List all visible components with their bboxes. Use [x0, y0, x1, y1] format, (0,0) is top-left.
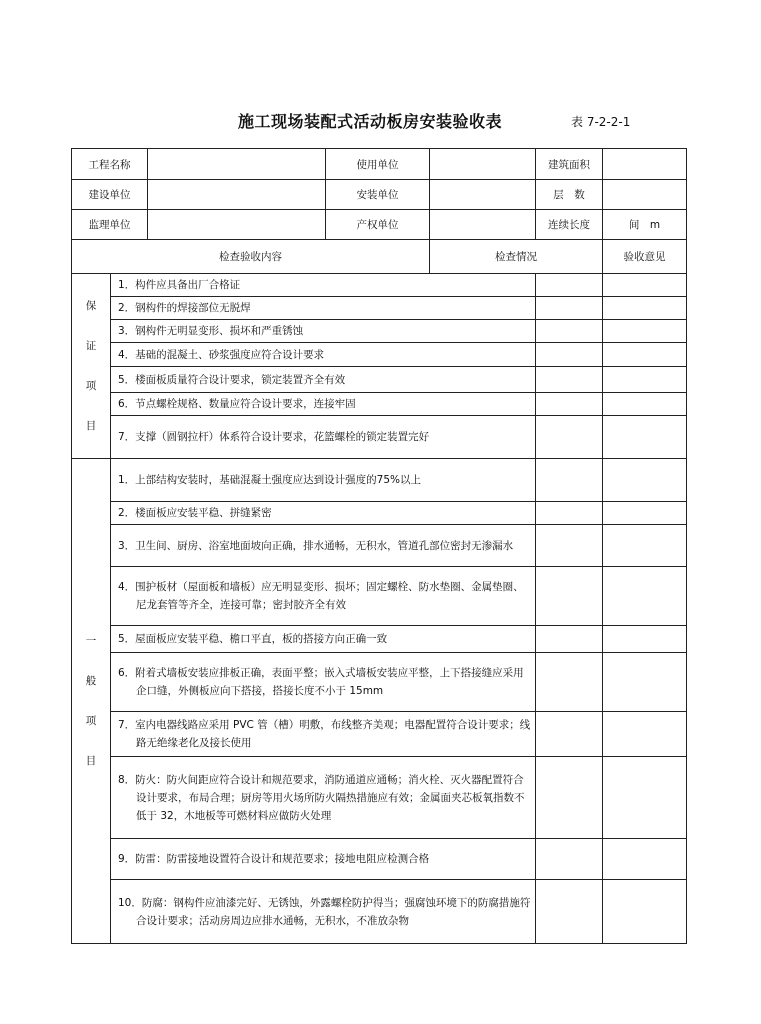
info-row — [72, 149, 687, 180]
construction-unit-label: 建设单位 — [72, 180, 148, 210]
check-status-cell[interactable] — [536, 712, 603, 757]
opinion-cell[interactable] — [603, 416, 687, 459]
check-item: 2．钢构件的焊接部位无脱焊 — [111, 297, 536, 320]
check-status-cell[interactable] — [536, 297, 603, 320]
check-item: 4．围护板材（屋面板和墙板）应无明显变形、损坏；固定螺栓、防水垫圈、金属垫圈、尼龙套管等齐全，连接可靠；密封胶齐全有效 — [111, 567, 536, 626]
table-header-row — [72, 240, 687, 274]
table-row — [72, 502, 687, 525]
table-row — [72, 416, 687, 459]
check-status-cell[interactable] — [536, 459, 603, 502]
construction-unit-value[interactable] — [148, 180, 326, 210]
form-code: 表 7-2-2-1 — [571, 115, 631, 129]
table-row — [72, 567, 687, 626]
check-status-cell[interactable] — [536, 653, 603, 712]
check-status-cell[interactable] — [536, 367, 603, 393]
check-item: 6．附着式墙板安装应排板正确，表面平整；嵌入式墙板安装应平整，上下搭接缝应采用企口缝，外侧板应向下搭接，搭接长度不小于 15mm — [111, 653, 536, 712]
check-item: 1．上部结构安装时，基础混凝土强度应达到设计强度的75%以上 — [111, 459, 536, 502]
check-status-cell[interactable] — [536, 416, 603, 459]
check-item: 8．防火：防火间距应符合设计和规范要求，消防通道应通畅；消火栓、灭火器配置符合设计要求，布局合理；厨房等用火场所防火隔热措施应有效；金属面夹芯板氧指数不低于 32，木地板等可燃材料应做防火处理 — [111, 757, 536, 839]
floors-value[interactable] — [603, 180, 687, 210]
check-item: 6．节点螺栓规格、数量应符合设计要求，连接牢固 — [111, 393, 536, 416]
opinion-cell[interactable] — [603, 567, 687, 626]
check-item: 9．防雷：防雷接地设置符合设计和规范要求；接地电阻应检测合格 — [111, 839, 536, 880]
check-item: 5．屋面板应安装平稳、檐口平直，板的搭接方向正确一致 — [111, 626, 536, 653]
table-row — [72, 626, 687, 653]
check-status-cell[interactable] — [536, 274, 603, 297]
table-row — [72, 712, 687, 757]
check-item: 10．防腐：钢构件应油漆完好、无锈蚀，外露螺栓防护得当；强腐蚀环境下的防腐措施符合设计要求；活动房周边应排水通畅，无积水，不准放杂物 — [111, 880, 536, 944]
check-status-cell[interactable] — [536, 525, 603, 567]
floors-label: 层 数 — [536, 180, 603, 210]
opinion-cell[interactable] — [603, 653, 687, 712]
table-row — [72, 880, 687, 944]
opinion-cell[interactable] — [603, 459, 687, 502]
table-row — [72, 274, 687, 297]
opinion-cell[interactable] — [603, 343, 687, 367]
info-row — [72, 180, 687, 210]
opinion-cell[interactable] — [603, 839, 687, 880]
check-status-cell[interactable] — [536, 839, 603, 880]
check-status-cell[interactable] — [536, 567, 603, 626]
continuous-length-value[interactable]: 间 m — [603, 210, 687, 240]
table-row — [72, 459, 687, 502]
user-unit-value[interactable] — [430, 149, 536, 180]
supervision-unit-label: 监理单位 — [72, 210, 148, 240]
form-title: 施工现场装配式活动板房安装验收表 — [238, 112, 503, 131]
table-row — [72, 297, 687, 320]
project-name-label: 工程名称 — [72, 149, 148, 180]
status-header: 检查情况 — [430, 240, 603, 274]
opinion-cell[interactable] — [603, 880, 687, 944]
opinion-cell[interactable] — [603, 502, 687, 525]
check-status-cell[interactable] — [536, 393, 603, 416]
info-row — [72, 210, 687, 240]
check-status-cell[interactable] — [536, 757, 603, 839]
check-item: 3．卫生间、厨房、浴室地面坡向正确，排水通畅，无积水，管道孔部位密封无渗漏水 — [111, 525, 536, 567]
opinion-cell[interactable] — [603, 367, 687, 393]
check-item: 5．楼面板质量符合设计要求，锁定装置齐全有效 — [111, 367, 536, 393]
opinion-cell[interactable] — [603, 297, 687, 320]
opinion-cell[interactable] — [603, 320, 687, 343]
continuous-length-label: 连续长度 — [536, 210, 603, 240]
property-unit-label: 产权单位 — [326, 210, 430, 240]
building-area-value[interactable] — [603, 149, 687, 180]
opinion-cell[interactable] — [603, 712, 687, 757]
content-header: 检查验收内容 — [72, 240, 430, 274]
table-row — [72, 757, 687, 839]
property-unit-value[interactable] — [430, 210, 536, 240]
check-item: 7．室内电器线路应采用 PVC 管（槽）明敷，布线整齐美观；电器配置符合设计要求；线路无绝缘老化及接长使用 — [111, 712, 536, 757]
check-item: 7．支撑（圆钢拉杆）体系符合设计要求，花篮螺栓的锁定装置完好 — [111, 416, 536, 459]
check-status-cell[interactable] — [536, 502, 603, 525]
table-row — [72, 653, 687, 712]
check-item: 1．构件应具备出厂合格证 — [111, 274, 536, 297]
check-item: 2．楼面板应安装平稳、拼缝紧密 — [111, 502, 536, 525]
table-row — [72, 393, 687, 416]
acceptance-table — [71, 148, 687, 944]
user-unit-label: 使用单位 — [326, 149, 430, 180]
opinion-cell[interactable] — [603, 757, 687, 839]
table-row — [72, 367, 687, 393]
table-row — [72, 525, 687, 567]
building-area-label: 建筑面积 — [536, 149, 603, 180]
opinion-header: 验收意见 — [603, 240, 687, 274]
guarantee-label: 保 证 项 目 — [72, 274, 111, 459]
table-row — [72, 839, 687, 880]
opinion-cell[interactable] — [603, 274, 687, 297]
check-item: 4．基础的混凝土、砂浆强度应符合设计要求 — [111, 343, 536, 367]
table-row — [72, 343, 687, 367]
check-status-cell[interactable] — [536, 320, 603, 343]
check-status-cell[interactable] — [536, 343, 603, 367]
table-row — [72, 320, 687, 343]
opinion-cell[interactable] — [603, 626, 687, 653]
supervision-unit-value[interactable] — [148, 210, 326, 240]
check-status-cell[interactable] — [536, 626, 603, 653]
opinion-cell[interactable] — [603, 393, 687, 416]
opinion-cell[interactable] — [603, 525, 687, 567]
check-status-cell[interactable] — [536, 880, 603, 944]
general-label: 一 般 项 目 — [72, 459, 111, 944]
project-name-value[interactable] — [148, 149, 326, 180]
install-unit-label: 安装单位 — [326, 180, 430, 210]
install-unit-value[interactable] — [430, 180, 536, 210]
check-item: 3．钢构件无明显变形、损坏和严重锈蚀 — [111, 320, 536, 343]
